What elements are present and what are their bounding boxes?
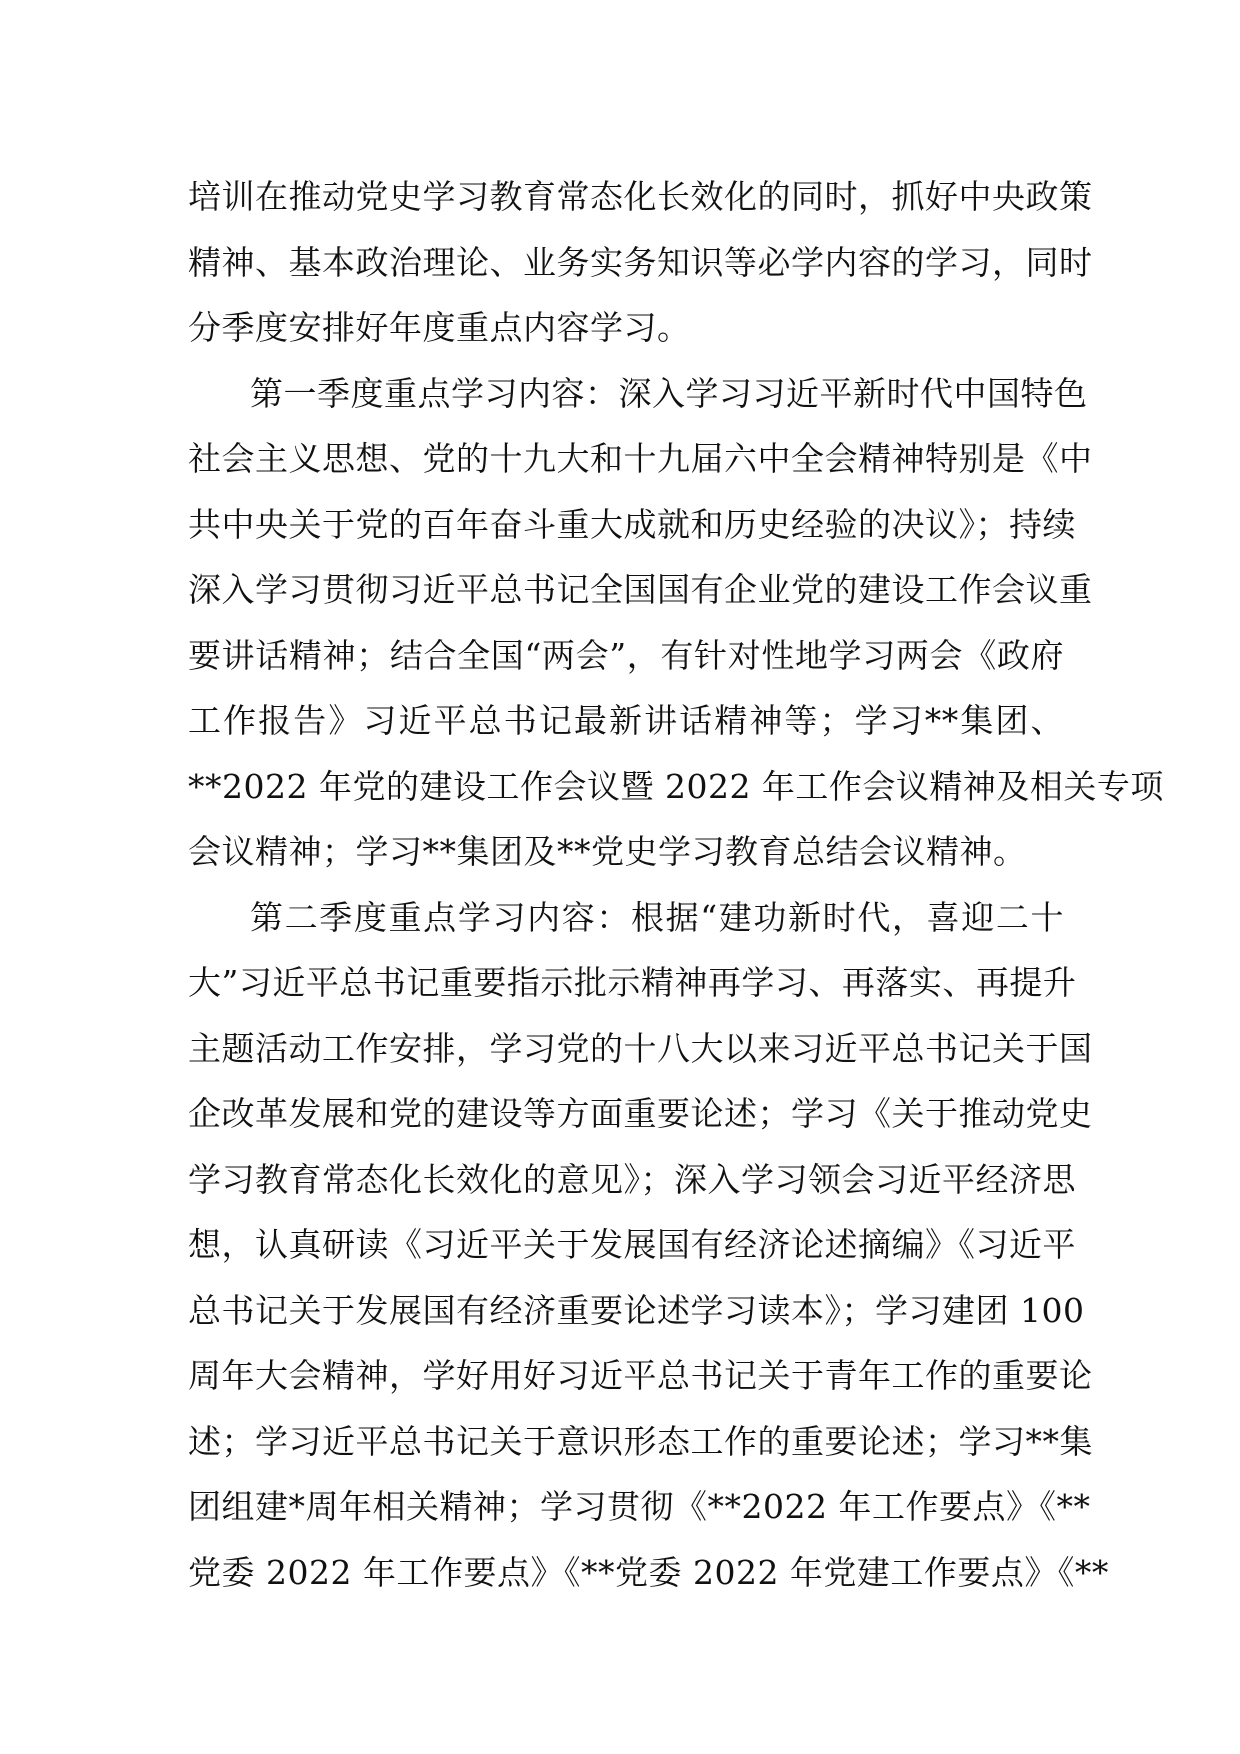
- text-line: 会议精神；学习**集团及**党史学习教育总结会议精神。: [188, 832, 1027, 871]
- text-line: 企改革发展和党的建设等方面重要论述；学习《关于推动党史: [188, 1094, 1093, 1133]
- text-line: 大”习近平总书记重要指示批示精神再学习、再落实、再提升: [188, 963, 1077, 1002]
- text-line: 总书记关于发展国有经济重要论述学习读本》；学习建团 100: [188, 1290, 1085, 1330]
- text-line: 学习教育常态化长效化的意见》；深入学习领会习近平经济思: [188, 1159, 1076, 1199]
- text-line: 精神、基本政治理论、业务实务知识等必学内容的学习，同时: [188, 242, 1093, 282]
- text-line: 深入学习贯彻习近平总书记全国国有企业党的建设工作会议重: [188, 570, 1093, 609]
- text-line: 社会主义思想、党的十九大和十九届六中全会精神特别是《中: [188, 439, 1093, 478]
- text-line: 主题活动工作安排，学习党的十八大以来习近平总书记关于国: [188, 1028, 1093, 1068]
- text-line: 第二季度重点学习内容：根据“建功新时代，喜迎二十: [250, 897, 1064, 937]
- text-line: 培训在推动党史学习教育常态化长效化的同时，抓好中央政策: [188, 177, 1093, 216]
- text-line: 第一季度重点学习内容：深入学习习近平新时代中国特色: [250, 373, 1088, 413]
- text-line: 工作报告》习近平总书记最新讲话精神等；学习**集团、: [188, 701, 1064, 740]
- text-line: 共中央关于党的百年奋斗重大成就和历史经验的决议》；持续: [188, 504, 1076, 544]
- text-line: 要讲话精神；结合全国“两会”，有针对性地学习两会《政府: [188, 635, 1064, 675]
- text-line: 党委 2022 年工作要点》《**党委 2022 年党建工作要点》《**: [188, 1552, 1109, 1592]
- body-text: [188, 164, 1164, 1605]
- text-line: 团组建*周年相关精神；学习贯彻《**2022 年工作要点》《**: [188, 1487, 1091, 1526]
- text-line: **2022 年党的建设工作会议暨 2022 年工作会议精神及相关专项: [188, 766, 1164, 806]
- text-line: 述；学习近平总书记关于意识形态工作的重要论述；学习**集: [188, 1421, 1093, 1461]
- text-line: 周年大会精神，学好用好习近平总书记关于青年工作的重要论: [188, 1356, 1093, 1395]
- text-line: 分季度安排好年度重点内容学习。: [188, 308, 691, 347]
- text-line: 想，认真研读《习近平关于发展国有经济论述摘编》《习近平: [188, 1225, 1076, 1264]
